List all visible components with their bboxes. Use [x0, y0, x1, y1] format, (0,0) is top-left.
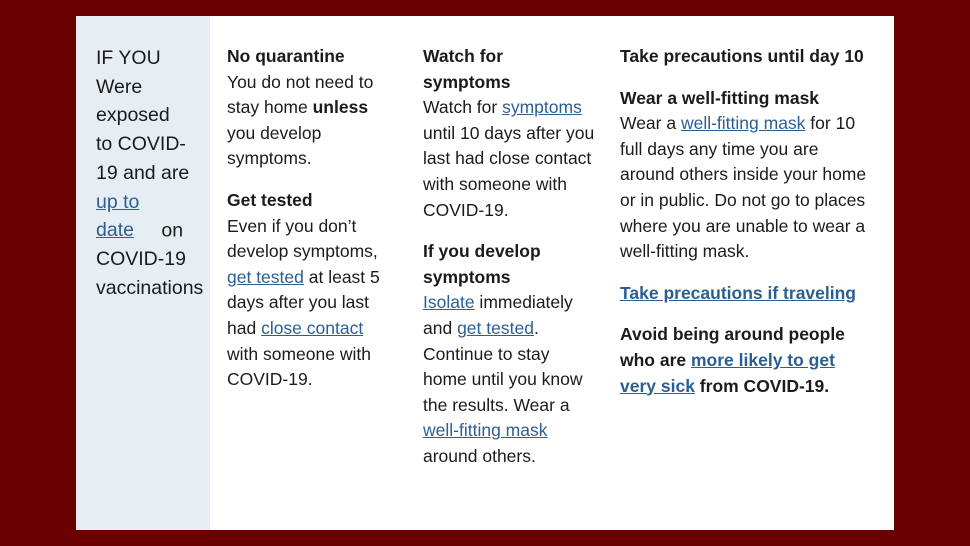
section-watch-symptoms	[423, 44, 595, 223]
column-watch-symptoms	[423, 44, 595, 486]
travel-precautions-link[interactable]: Take precautions if traveling	[620, 282, 856, 303]
guidance-card	[76, 16, 894, 530]
emphasis-text: unless	[312, 97, 369, 118]
sidebar-line: exposed	[96, 104, 170, 127]
section-text: Avoid being around people who are	[620, 324, 845, 370]
sidebar-line: vaccinations	[96, 276, 204, 299]
sidebar-line: IF YOU	[96, 47, 161, 69]
section-text: Wear a	[620, 113, 681, 134]
section-text: around others.	[423, 445, 536, 466]
get-tested-link[interactable]: get tested	[457, 317, 534, 338]
sidebar-line: Were	[96, 75, 143, 98]
section-text: for 10 full days any time you are around others inside your home or in public. Do not go to places where you are unable to wear a well-fitting mask.	[620, 113, 867, 262]
get-tested-link[interactable]: get tested	[227, 266, 304, 287]
section-title: Wear a well-fitting mask	[620, 87, 820, 108]
well-fitting-mask-link[interactable]: well-fitting mask	[423, 420, 548, 441]
close-contact-link[interactable]: close contact	[261, 317, 364, 338]
sidebar-line: COVID-19	[96, 247, 186, 270]
section-mask	[620, 86, 868, 265]
section-precautions	[620, 44, 868, 70]
section-title: No quarantine	[227, 46, 345, 66]
sidebar-line: to COVID-	[96, 133, 186, 156]
section-text: until 10 days after you last had close contact with someone with COVID-19.	[423, 122, 595, 220]
section-title: Get tested	[227, 189, 313, 210]
isolate-link[interactable]: Isolate	[423, 292, 475, 313]
well-fitting-mask-link[interactable]: well-fitting mask	[680, 113, 806, 134]
section-high-risk	[620, 322, 868, 399]
section-title: Watch for symptoms	[423, 46, 511, 92]
section-get-tested	[227, 188, 399, 393]
symptoms-link[interactable]: symptoms	[502, 97, 582, 118]
section-text: at least 5 days after you last had	[227, 266, 380, 338]
section-title: If you develop symptoms	[423, 241, 541, 287]
section-title: Take precautions until day 10	[620, 46, 864, 66]
section-develop-symptoms	[423, 239, 595, 469]
section-text: You do not need to stay home	[227, 71, 374, 118]
section-text: immediately and	[423, 292, 573, 338]
column-no-quarantine	[227, 44, 399, 409]
more-likely-sick-link[interactable]: more likely to get very sick	[620, 349, 835, 396]
section-text: Watch for	[423, 97, 503, 118]
section-text: . Continue to stay home until you know the results. Wear a	[423, 317, 583, 415]
column-precautions	[620, 44, 868, 415]
sidebar-line: 19 and are	[96, 161, 190, 184]
sidebar-line: on	[156, 219, 184, 242]
section-text: from COVID-19.	[694, 375, 830, 396]
section-text: you develop symptoms.	[227, 122, 322, 169]
up-to-date-link[interactable]: up to date	[96, 190, 140, 242]
section-no-quarantine	[227, 44, 399, 172]
section-text: with someone with COVID-19.	[227, 343, 371, 390]
section-text: Even if you don’t develop symptoms,	[227, 215, 378, 262]
sidebar-heading	[76, 16, 210, 530]
